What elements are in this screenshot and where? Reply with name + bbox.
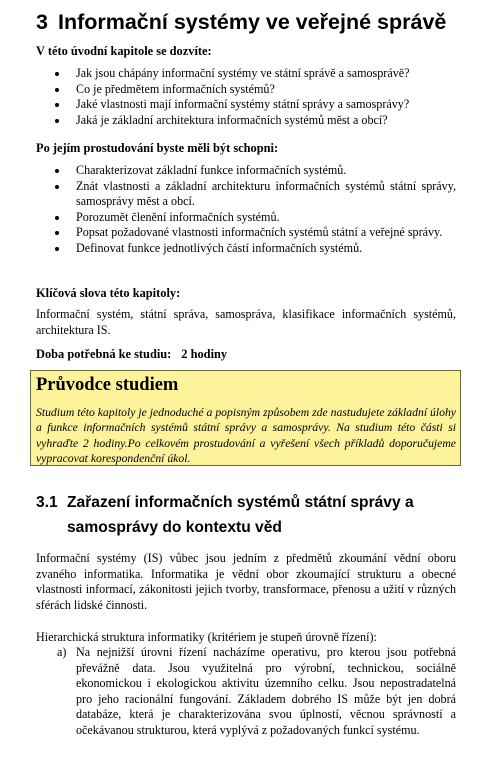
list-item: Znát vlastnosti a základní architekturu informačních systémů státní správy, samosprávy měst a obcí.	[36, 179, 456, 210]
bullet-icon	[55, 119, 59, 123]
chapter-number: 3	[36, 10, 48, 34]
section-heading	[36, 494, 414, 512]
body-paragraph: Hierarchická struktura informatiky (kritériem je stupeň úrovně řízení):	[36, 630, 377, 644]
hierarchy-list	[36, 645, 456, 739]
section-title-line1: Zařazení informačních systémů státní správy a	[67, 494, 414, 511]
list-item: Jaké vlastnosti mají informační systémy státní správy a samosprávy?	[36, 97, 456, 113]
study-time-value: 2 hodiny	[181, 347, 228, 361]
list-item: Charakterizovat základní funkce informačních systémů.	[36, 163, 456, 179]
list-item: Popsat požadované vlastnosti informačních systémů státní a veřejné správy.	[36, 225, 456, 241]
learn-list	[36, 66, 456, 128]
study-time	[36, 347, 227, 362]
list-item: Jak jsou chápány informační systémy ve státní správě a samosprávě?	[36, 66, 456, 82]
able-heading: Po jejím prostudování byste měli být schopni:	[36, 141, 279, 155]
bullet-icon	[55, 169, 59, 173]
body-paragraph: Informační systémy (IS) vůbec jsou jedním z předmětů zkoumání vědní oboru zvaného informatika. Informatika je vědní obor zkoumající strukturu a obecné vlastnosti informací, zákonitosti jejich tvorby, transformace, přenosu a užití v různých sférách lidské činnosti.	[36, 551, 456, 612]
bullet-icon	[55, 247, 59, 251]
bullet-icon	[55, 103, 59, 107]
keywords-heading: Klíčová slova této kapitoly:	[36, 286, 181, 300]
study-time-label: Doba potřebná ke studiu:	[36, 347, 172, 361]
learn-heading: V této úvodní kapitole se dozvíte:	[36, 44, 212, 58]
section-number: 3.1	[36, 494, 58, 511]
list-marker: a)	[57, 645, 67, 659]
study-guide-box	[30, 370, 461, 466]
list-item	[36, 645, 456, 739]
section-title-line2: samosprávy do kontextu věd	[67, 519, 282, 536]
list-item: Definovat funkce jednotlivých částí informačních systémů.	[36, 241, 456, 257]
list-item-text: Na nejnižší úrovni řízení nacházíme operativu, pro kterou jsou potřebná převážně data. Jsou využitelná pro výrobní, technickou, sociálně ekonomickou i ekologickou aktivitu územního celku. Jsou nepostradatelná pro jeho racionální fungování. Základem dobrého IS může být jen dobrá databáze, která je charakterizována svou úplností, věcnou správností a očekávanou strukturou, která vyplývá z požadovaných funkcí systému.	[76, 645, 456, 737]
chapter-title: Informační systémy ve veřejné správě	[57, 10, 447, 34]
keywords-text: Informační systém, státní správa, samospráva, klasifikace informačních systémů, architektura IS.	[36, 307, 456, 337]
study-guide-text: Studium této kapitoly je jednoduché a popisným způsobem zde nastudujete základní úlohy a funkce informačních systémů státní správy a samosprávy. Na studium této části si vyhraďte 2 hodiny.Po celkovém prostudování a vyřešení všech příkladů doporučujeme vypracovat korespondenční úkol.	[36, 406, 456, 465]
chapter-heading	[36, 10, 446, 35]
list-item: Co je předmětem informačních systémů?	[36, 82, 456, 98]
list-item: Jaká je základní architektura informačních systémů měst a obcí?	[36, 113, 456, 129]
bullet-icon	[55, 216, 59, 220]
able-list	[36, 163, 456, 257]
bullet-icon	[55, 231, 59, 235]
bullet-icon	[55, 72, 59, 76]
bullet-icon	[55, 88, 59, 92]
study-guide-title: Průvodce studiem	[36, 375, 179, 395]
list-item: Porozumět členění informačních systémů.	[36, 210, 456, 226]
bullet-icon	[55, 185, 59, 189]
